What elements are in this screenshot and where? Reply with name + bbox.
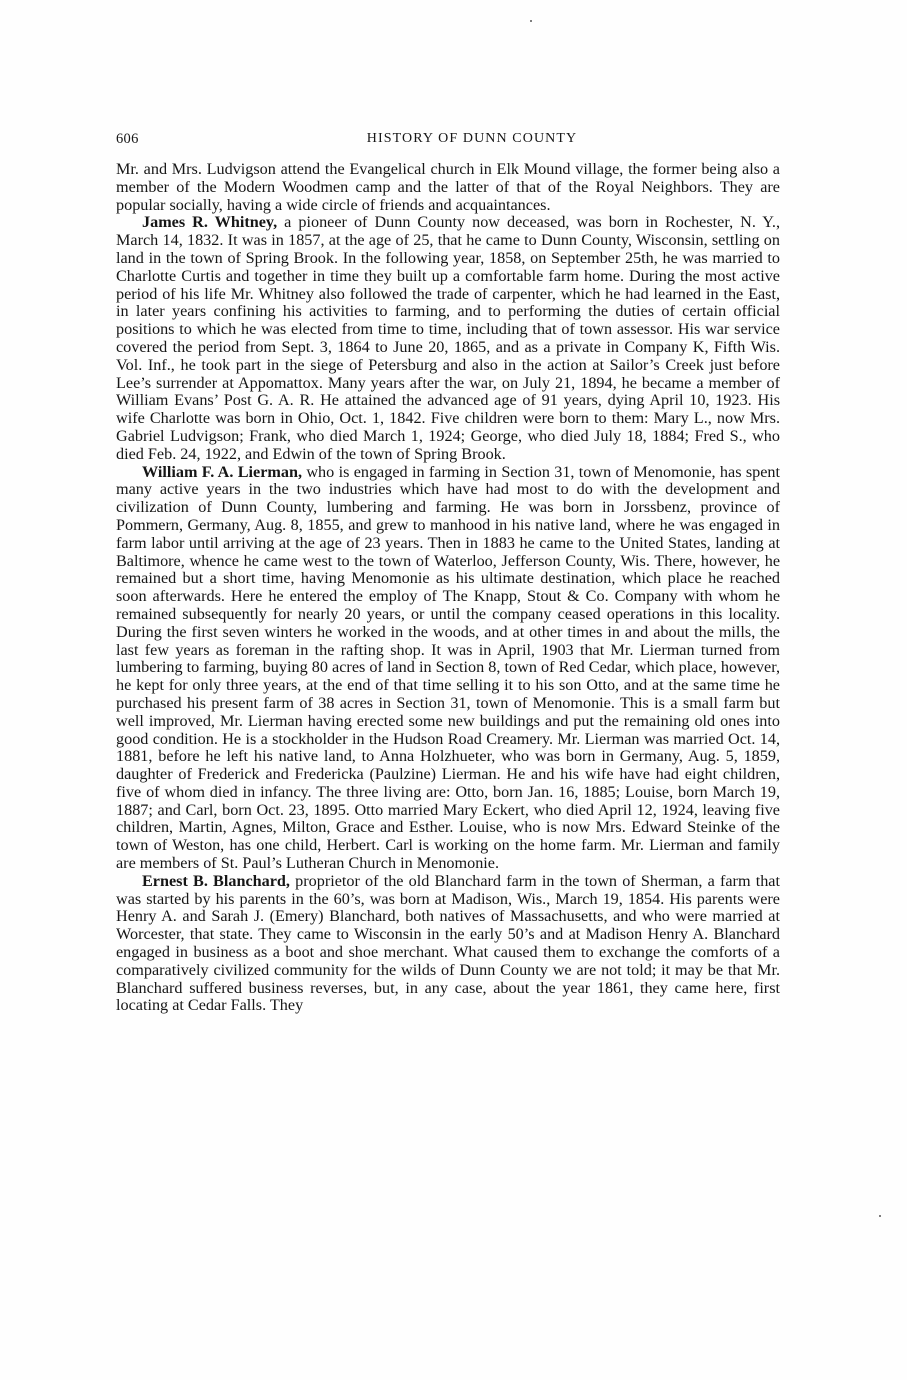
page-header bbox=[116, 131, 780, 151]
paragraph-ernest-b-blanchard bbox=[116, 873, 780, 1015]
entry-name: James R. Whitney, bbox=[142, 213, 278, 232]
entry-name: William F. A. Lierman, bbox=[142, 462, 303, 481]
paragraph-text: Mr. and Mrs. Ludvigson attend the Evangelical church in Elk Mound village, the former being also a member of the Modern Woodmen camp and the latter of that of the Royal Neighbors. They are popular socially, having a wide circle of friends and acquaintances. bbox=[116, 160, 780, 214]
paragraph-text: proprietor of the old Blanchard farm in the town of Sherman, a farm that was started by his parents in the 60’s, was born at Madison, Wis., March 19, 1854. His parents were Henry A. and Sarah J. (Emery) Blanchard, both natives of Massachusetts, and who were married at Worcester, that state. They came to Wisconsin in the early 50’s and at Madison Henry A. Blanchard engaged in business as a boot and shoe merchant. What caused them to exchange the comforts of a comparatively civilized community for the wilds of Dunn County we are not told; it may be that Mr. Blanchard suffered business reverses, but, in any case, about the year 1861, they came here, first locating at Cedar Falls. They bbox=[116, 871, 780, 1015]
paragraph-ludvigson-continuation bbox=[116, 161, 780, 214]
paragraph-text: who is engaged in farming in Section 31, town of Menomonie, has spent many active years in the two industries which have had most to do with the development and civilization of Dunn County, lumbering and farming. He was born in Jorssbenz, province of Pommern, Germany, Aug. 8, 1855, and grew to manhood in his native land, where he was engaged in farm labor until arriving at the age of 23 years. Then in 1883 he came to the United States, landing at Baltimore, whence he came west to the town of Waterloo, Jefferson County, Wis. There, however, he remained but a short time, having Menomonie as his ultimate destination, which place he reached soon afterwards. Here he entered the employ of The Knapp, Stout & Co. Company with whom he remained subsequently for nearly 20 years, or until the company ceased operations in this locality. During the first seven winters he worked in the woods, and at other times in and about the mills, the last few years as foreman in the rafting shop. It was in April, 1903 that Mr. Lierman turned from lumbering to farming, buying 80 acres of land in Section 8, town of Red Cedar, which place, however, he kept for only three years, at the end of that time selling it to his son Otto, and at the same time he purchased his present farm of 38 acres in Section 31, town of Menomonie. This is a small farm but well improved, Mr. Lierman having erected some new buildings and put the remaining old ones into good condition. He is a stockholder in the Hudson Road Creamery. Mr. Lierman was married Oct. 14, 1881, before he left his native land, to Anna Holzhueter, who was born in Germany, Aug. 5, 1859, daughter of Frederick and Fredericka (Paulzine) Lierman. He and his wife have had eight children, five of whom died in infancy. The three living are: Otto, born Jan. 16, 1885; Louise, born March 19, 1887; and Carl, born Oct. 23, 1895. Otto married Mary Eckert, who died April 12, 1924, leaving five children, Martin, Agnes, Milton, Grace and Esther. Louise, who is now Mrs. Edward Steinke of the town of Weston, has one child, Herbert. Carl is working on the home farm. Mr. Lierman and family are members of St. Paul’s Lutheran Church in Menomonie. bbox=[116, 462, 780, 873]
entry-name: Ernest B. Blanchard, bbox=[142, 871, 290, 890]
running-title: HISTORY OF DUNN COUNTY bbox=[366, 131, 578, 146]
paragraph-william-f-a-lierman bbox=[116, 464, 780, 873]
scan-speck bbox=[530, 20, 532, 22]
scan-speck bbox=[879, 1215, 881, 1217]
paragraph-james-r-whitney bbox=[116, 214, 780, 463]
body-text bbox=[116, 161, 780, 1015]
page-number: 606 bbox=[116, 131, 139, 147]
paragraph-text: a pioneer of Dunn County now deceased, was born in Rochester, N. Y., March 14, 1832. It was in 1857, at the age of 25, that he came to Dunn County, Wisconsin, settling on land in the town of Spring Brook. In the following year, 1858, on September 25th, he was married to Charlotte Curtis and together in time they built up a comfortable farm home. During the most active period of his life Mr. Whitney also followed the trade of carpenter, which he had learned in the East, in later years confining his activities to farming, and to performing the duties of certain official positions to which he was elected from time to time, including that of town assessor. His war service covered the period from Sept. 3, 1864 to June 20, 1865, and as a private in Company K, Fifth Wis. Vol. Inf., he took part in the siege of Petersburg and also in the action at Sailor’s Creek just before Lee’s surrender at Appomattox. Many years after the war, on July 21, 1894, he became a member of William Evans’ Post G. A. R. He attained the advanced age of 91 years, dying April 10, 1923. His wife Charlotte was born in Ohio, Oct. 1, 1842. Five children were born to them: Mary L., now Mrs. Gabriel Ludvigson; Frank, who died March 1, 1924; George, who died July 18, 1884; Fred S., who died Feb. 24, 1922, and Edwin of the town of Spring Brook. bbox=[116, 213, 780, 463]
